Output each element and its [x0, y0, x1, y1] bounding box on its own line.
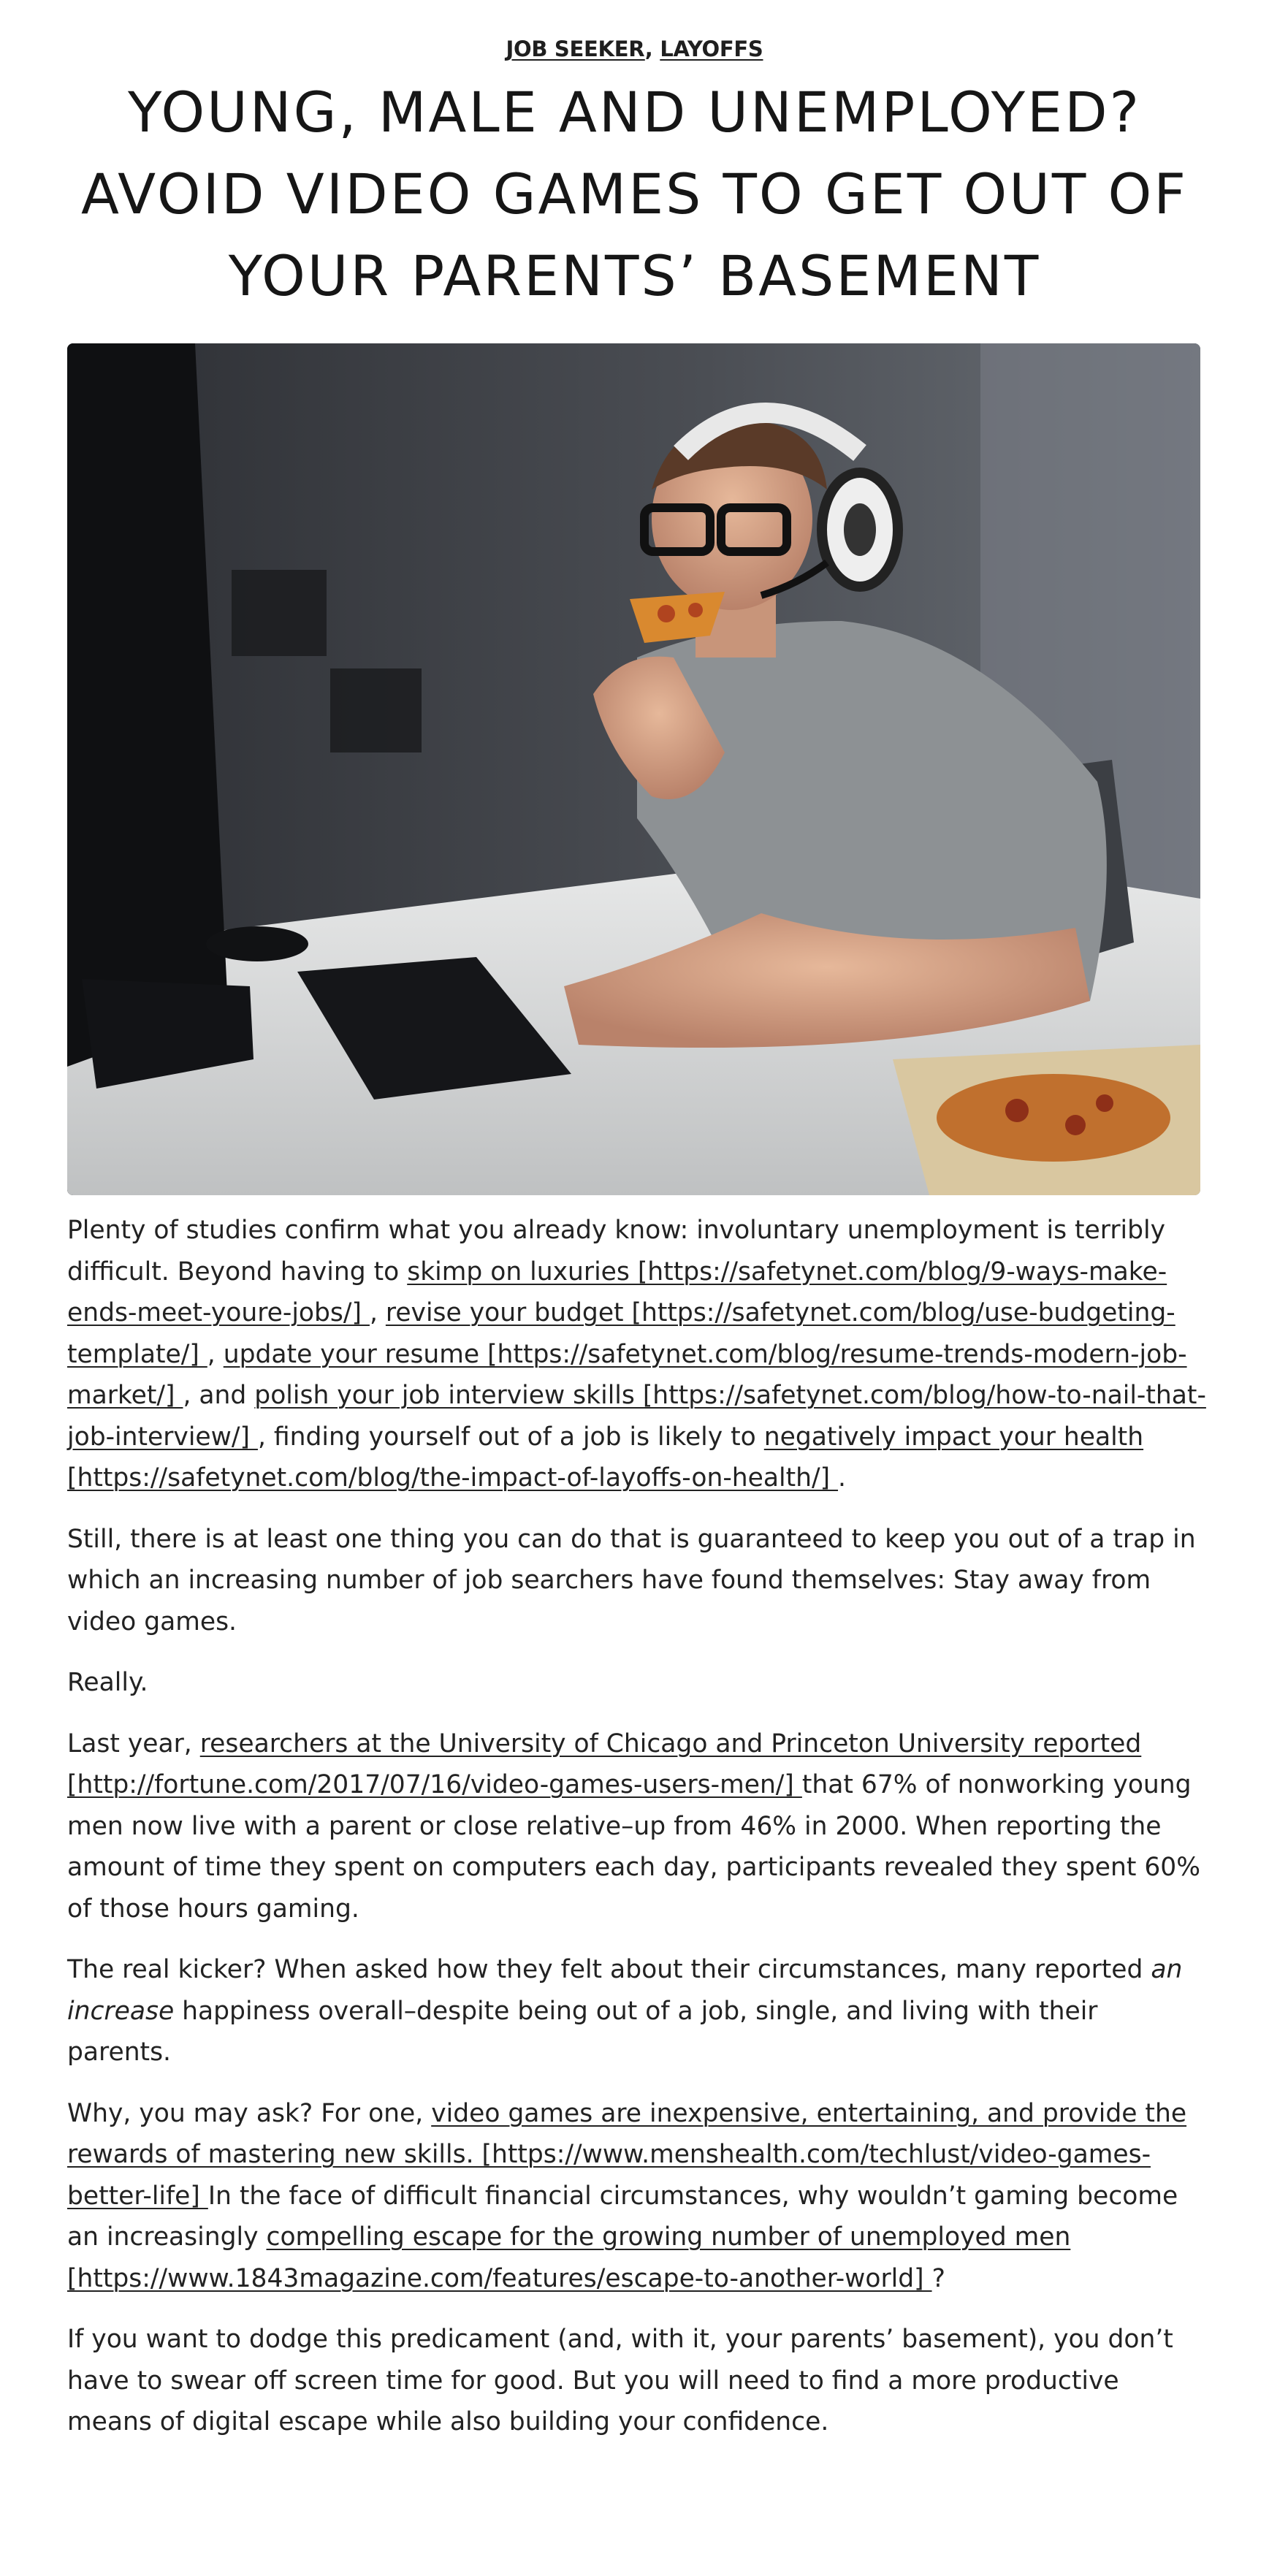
text-segment: The real kicker? When asked how they felt about their circumstances, many reported: [67, 1955, 1151, 1984]
text-segment: ?: [931, 2263, 945, 2293]
text-segment: Why, you may ask? For one,: [67, 2098, 432, 2128]
text-segment: .: [838, 1463, 846, 1493]
text-segment: ,: [207, 1339, 224, 1369]
paragraph-real-kicker: [67, 1949, 1207, 2073]
text-segment: Last year,: [67, 1729, 200, 1758]
text-segment: , and: [183, 1381, 255, 1410]
text-segment: happiness overall–despite being out of a job, single, and living with their parents.: [67, 1996, 1098, 2067]
paragraph-why: [67, 2093, 1207, 2300]
photo-man-gaming-eating-pizza-icon: [67, 343, 1200, 1195]
link-polish-interview-skills[interactable]: polish your job interview skills [https://safetynet.com/blog/how-to-nail-that-job-interview/]: [67, 1381, 1206, 1452]
text-segment: In the face of difficult financial circumstances, why wouldn’t gaming become an increasingly: [67, 2181, 1178, 2252]
text-segment: that 67% of nonworking young men now live with a parent or close relative–up from 46% in 2000. When reporting the amount of time they spent on computers each day, participants revealed they spent 60% of those hours gaming.: [67, 1770, 1201, 1924]
link-revise-budget[interactable]: revise your budget [https://safetynet.com/blog/use-budgeting-template/]: [67, 1298, 1175, 1369]
category-links: [0, 37, 1269, 61]
category-separator: ,: [644, 37, 660, 61]
article-body: [67, 1210, 1207, 2463]
category-link-layoffs[interactable]: LAYOFFS: [660, 37, 763, 61]
link-compelling-escape[interactable]: compelling escape for the growing number of unemployed men [https://www.1843magazine.com/features/escape-to-another-world]: [67, 2222, 1071, 2293]
emphasis-an-increase: an increase: [67, 1955, 1183, 2026]
link-update-resume[interactable]: update your resume [https://safetynet.com/blog/resume-trends-modern-job-market/]: [67, 1339, 1187, 1410]
link-researchers-report[interactable]: researchers at the University of Chicago and Princeton University reported [http://fortune.com/2017/07/16/video-games-users-men/]: [67, 1729, 1142, 1799]
link-video-games-inexpensive[interactable]: video games are inexpensive, entertaining, and provide the rewards of mastering new skills. [https://www.menshealth.com/techlust/video-games-better-life]: [67, 2098, 1187, 2211]
article-headline: YOUNG, MALE AND UNEMPLOYED? AVOID VIDEO GAMES TO GET OUT OF YOUR PARENTS’ BASEMENT: [81, 80, 1188, 308]
paragraph-really: Really.: [67, 1668, 148, 1697]
text-segment: Plenty of studies confirm what you already know: involuntary unemployment is terribly difficult. Beyond having to: [67, 1216, 1166, 1287]
hero-image: [67, 343, 1200, 1195]
paragraph-still: Still, there is at least one thing you can do that is guaranteed to keep you out of a trap in which an increasing number of job searchers have found themselves: Stay away from video games.: [67, 1524, 1196, 1636]
link-skimp-on-luxuries[interactable]: skimp on luxuries [https://safetynet.com/blog/9-ways-make-ends-meet-youre-jobs/]: [67, 1257, 1167, 1327]
category-link-job-seeker[interactable]: JOB SEEKER: [506, 37, 645, 61]
paragraph-dodge: If you want to dodge this predicament (and, with it, your parents’ basement), you don’t have to swear off screen time for good. But you will need to find a more productive means of digital escape while also building your confidence.: [67, 2325, 1173, 2436]
text-segment: , finding yourself out of a job is likely to: [257, 1422, 764, 1452]
text-segment: ,: [369, 1298, 386, 1327]
link-negatively-impact-health[interactable]: negatively impact your health [https://safetynet.com/blog/the-impact-of-layoffs-on-health/]: [67, 1422, 1144, 1493]
paragraph-last-year: [67, 1723, 1207, 1930]
paragraph-intro: [67, 1210, 1207, 1499]
